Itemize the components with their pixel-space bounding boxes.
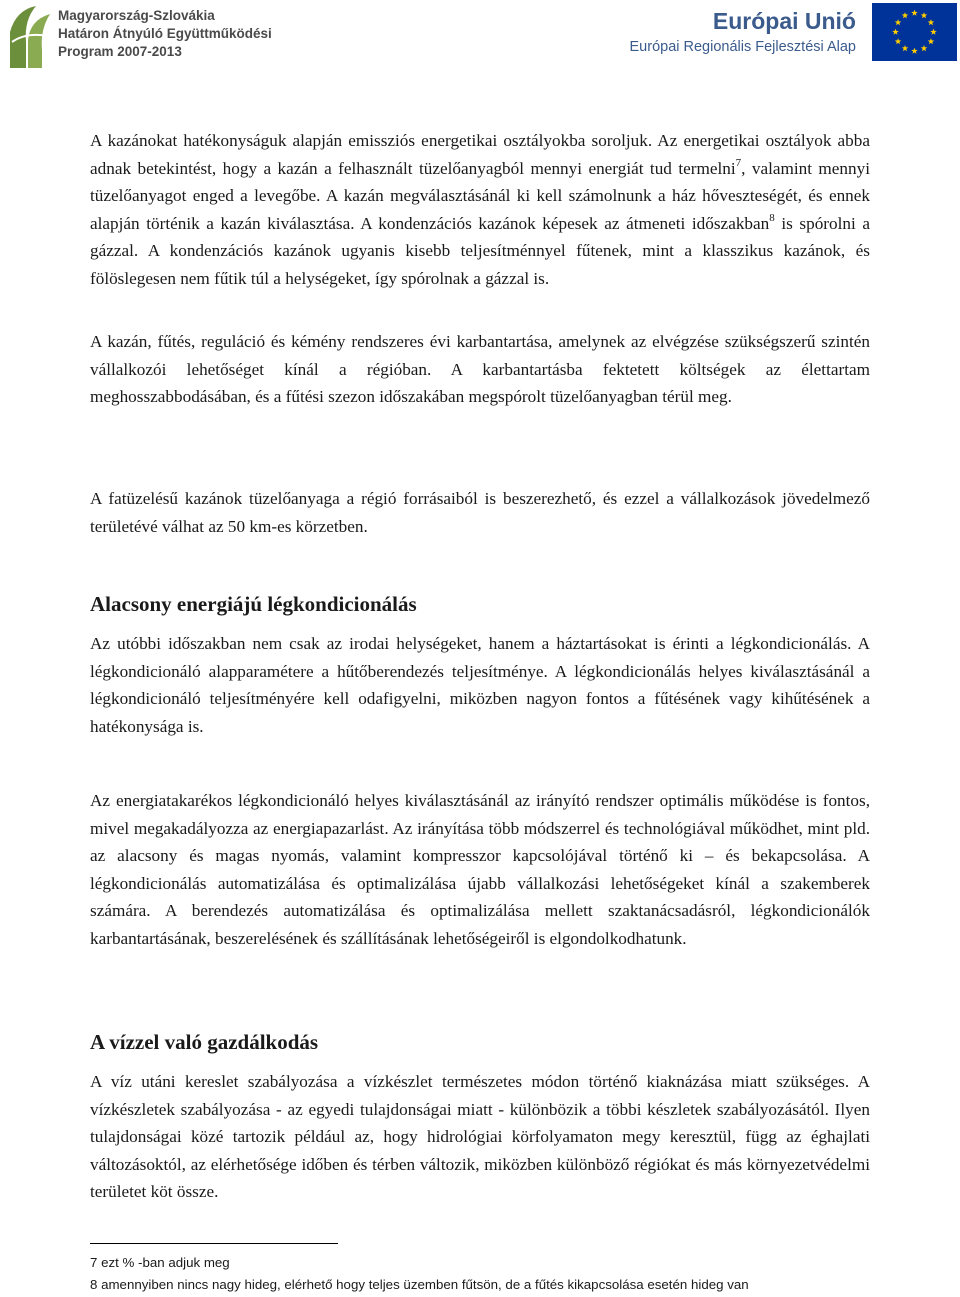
p1-text-c: is spórolni a gázzal. A kondenzációs kazánok ugyanis kisebb teljesítménnyel fűtenek, mint a klasszikus kazánok, és fölöslegesen nem fűtik túl a helységeket, így spórolnak a gázzal is. [90, 213, 870, 288]
paragraph-ac-control: Az energiatakarékos légkondicionáló helyes kiválasztásánál az irányító rendszer optimális működése is fontos, mivel megakadályozza az energiapazarlást. Az irányítása több módszerrel és technológiával működhet, mint pld. az alacsony és magas nyomás, valamint kompresszor kapcsolójával történő ki – és bekapcsolása. A légkondicionálás automatizálása és optimalizálása újabb vállalkozási lehetőségeket kínál a szakemberek számára. A berendezés automatizálása és optimalizálása mellett szaktanácsadásról, légkondicionálók karbantartásának, beszerelésének és szállításának lehetőségeiről is elgondolkodhatunk. [90, 791, 870, 948]
paragraph-ac-intro: Az utóbbi időszakban nem csak az irodai helységeket, hanem a háztartásokat is érinti a légkondicionálás. A légkondicionáló alapparamétere a hűtőberendezés teljesítménye. A légkondicionálás helyes kiválasztásánál a légkondicionáló teljesítményére kell odafigyelni, miközben nagyon fontos a fűtésének vagy kihűtésének a hatékonysága is. [90, 634, 870, 736]
hu-sk-program-logo [6, 2, 54, 72]
eu-flag-icon [872, 3, 957, 61]
hu-sk-program-name [58, 7, 272, 61]
eu-text-block [630, 7, 857, 57]
logo-line-2: Határon Átnyúló Együttműködési [58, 26, 272, 41]
logo-line-1: Magyarország-Szlovákia [58, 8, 215, 23]
logo-line-3: Program 2007-2013 [58, 44, 182, 59]
heading-low-energy-ac: Alacsony energiájú légkondicionálás [90, 592, 417, 616]
paragraph-boiler-classes [90, 127, 870, 292]
page-header [0, 0, 960, 75]
paragraph-wood-boilers: A fatüzelésű kazánok tüzelőanyaga a régió forrásaiból is beszerezhető, és ezzel a vállalkozások jövedelmező területévé válhat az 50 km-es körzetben. [90, 489, 870, 536]
p1-text-b: , valamint mennyi tüzelőanyagot enged a levegőbe. A kazán megválasztásánál ki kell számolnunk a ház hőveszteségét, és ennek alapján történik a kazán kiválasztása. A kondenzációs kazánok képesek az átmeneti időszakban [90, 158, 870, 233]
footnote-ref-7: 7 [735, 156, 742, 169]
footnote-separator [90, 1243, 338, 1244]
footnote-8: 8 amennyiben nincs nagy hideg, elérhető hogy teljes üzemben fűtsön, de a fűtés kikapcsolása esetén hideg van [90, 1277, 749, 1292]
p1-text-a: A kazánokat hatékonyságuk alapján emissziós energetikai osztályokba soroljuk. Az energetikai osztályok abba adnak betekintést, hogy a kazán a felhasznált tüzelőanyagból mennyi energiát tud termelni [90, 131, 870, 178]
heading-water-management: A vízzel való gazdálkodás [90, 1030, 319, 1054]
footnote-7: 7 ezt % -ban adjuk meg [90, 1255, 230, 1270]
eu-subtitle: Európai Regionális Fejlesztési Alap [629, 39, 856, 55]
paragraph-maintenance: A kazán, fűtés, reguláció és kémény rendszeres évi karbantartása, amelynek az elvégzése szükségszerű szintén vállalkozói lehetőséget kínál a régióban. A karbantartásba fektetett költségek az élettartam meghosszabbodásában, és a fűtési szezon időszakában megspórolt tüzelőanyagban térül meg. [90, 332, 870, 406]
footnote-ref-8: 8 [769, 211, 775, 224]
paragraph-water: A víz utáni kereslet szabályozása a vízkészlet természetes módon történő kiaknázása miatt szükséges. A vízkészletek szabályozása - az egyedi tulajdonságai miatt - különbözik a többi készletek szabályozásától. Ilyen tulajdonságai közé tartozik például az, hogy hidrológiai körfolyamaton megy keresztül, függ az éghajlati változásoktól, az elérhetősége időben és térben változik, miközben különböző régiókat és más környezetvédelmi területet köt össze. [90, 1072, 870, 1201]
eu-title: Európai Unió [712, 8, 856, 34]
